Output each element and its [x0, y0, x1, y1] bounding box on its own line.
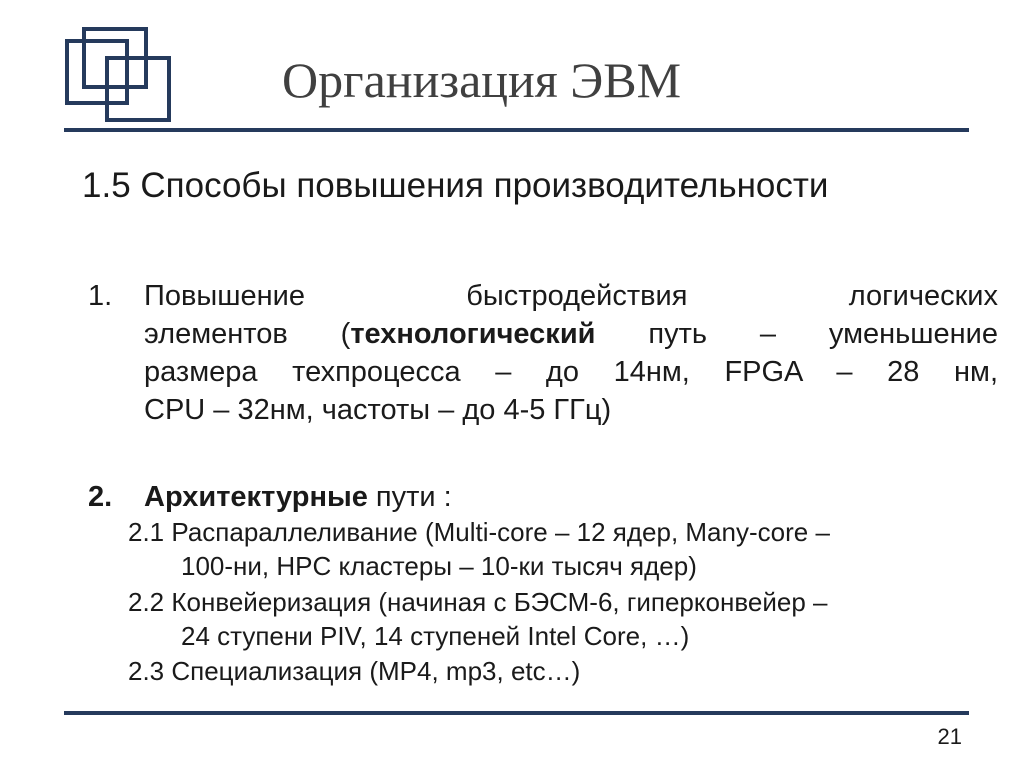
point-1-line-2 — [144, 315, 998, 353]
slide-title: Организация ЭВМ — [282, 52, 682, 108]
subpoint-2-2-line-1: 2.2 Конвейеризация (начиная с БЭСМ-6, гиперконвейер – — [128, 587, 828, 617]
point-2-rest: пути : — [367, 481, 452, 513]
subpoint-2-2 — [128, 585, 978, 653]
subpoint-2-1 — [128, 515, 978, 583]
subpoint-2-3 — [128, 654, 978, 688]
subpoint-2-3-line-1: 2.3 Специализация (MP4, mp3, etc…) — [128, 656, 581, 686]
point-1-line-2-pre: элементов ( — [144, 318, 351, 350]
point-2-bold: Архитектурные — [144, 481, 368, 513]
page-number: 21 — [937, 724, 962, 749]
point-1-line-2-bold: технологический — [350, 318, 596, 350]
subpoint-2-2-line-2: 24 ступени PIV, 14 ступеней Intel Core, …) — [181, 621, 690, 651]
title-divider — [64, 128, 969, 132]
overlapping-squares-logo-icon — [62, 24, 180, 126]
point-1-number: 1. — [88, 280, 113, 312]
point-2 — [88, 478, 988, 516]
subpoint-2-1-line-1: 2.1 Распараллеливание (Multi-core – 12 ядер, Many-core – — [128, 517, 830, 547]
footer-divider — [64, 711, 969, 715]
point-1-line-1: Повышение быстродействия логических — [144, 280, 998, 312]
point-1-line-2-post: путь – уменьшение — [595, 318, 998, 350]
point-1-line-4: CPU – 32нм, частоты – до 4-5 ГГц) — [144, 394, 612, 426]
point-2-number: 2. — [88, 481, 113, 513]
point-1-line-3: размера техпроцесса – до 14нм, FPGA – 28 нм, — [144, 356, 998, 388]
subpoint-2-1-line-2: 100-ни, HPC кластеры – 10-ки тысяч ядер) — [181, 551, 697, 581]
section-subtitle: 1.5 Способы повышения производительности — [82, 166, 829, 205]
point-1 — [88, 277, 998, 429]
